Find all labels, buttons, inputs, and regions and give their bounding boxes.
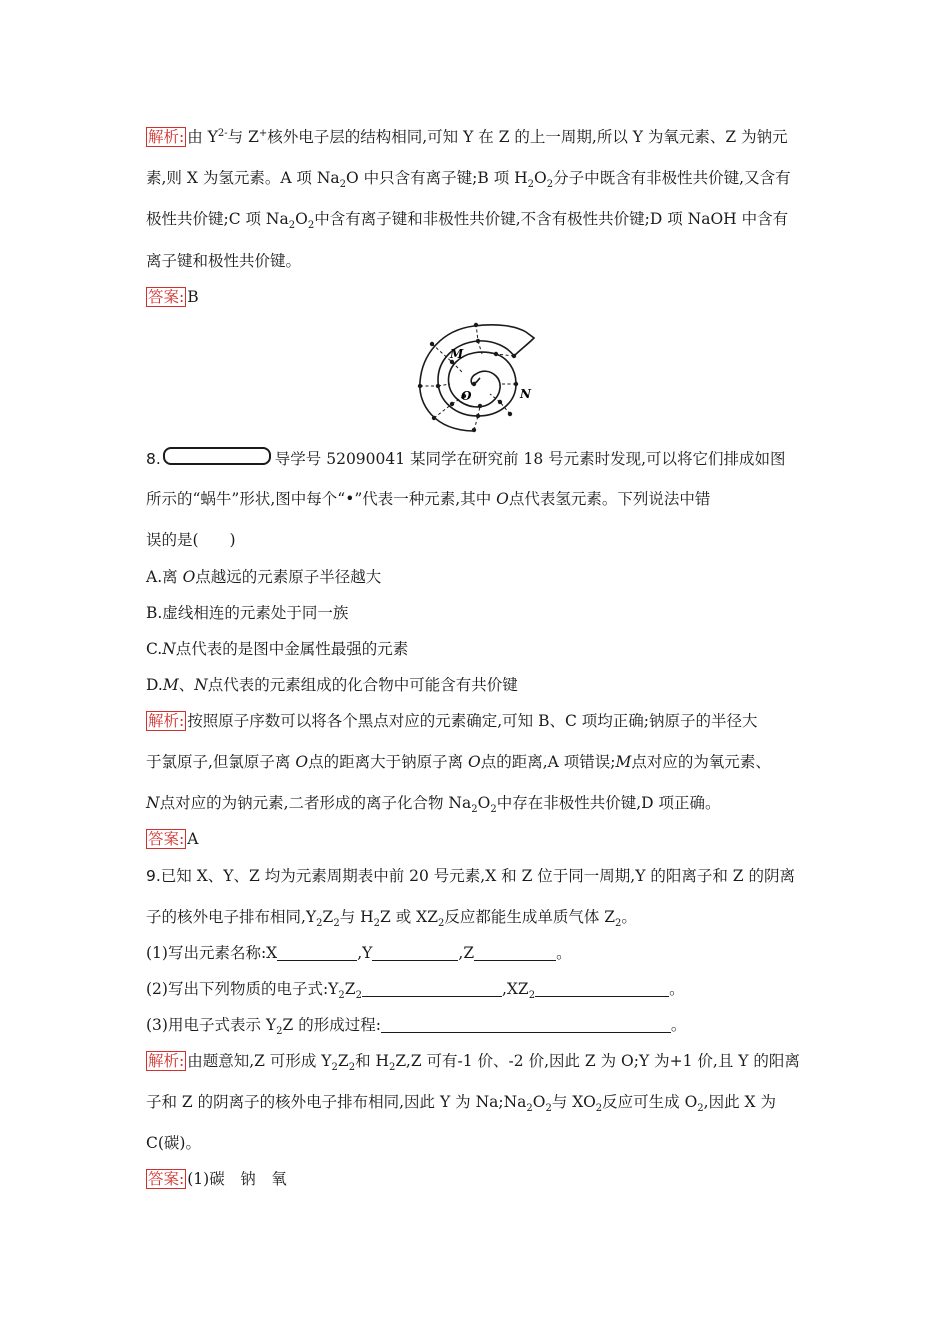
q8-option-c: C.N点代表的是图中金属性最强的元素 xyxy=(146,640,409,658)
q7-analysis-line-4: 离子键和极性共价键。 xyxy=(146,252,302,270)
q7-analysis-line-1: 解析: 由 $Y^{2-}$与 Z+核外电子层的结构相同,可知 Y 在 Z 的上一周期,所以 Y 为氧元素、Z 为钠元 xyxy=(148,127,788,146)
q9-part-3: (3)用电子式表示 $Y_2Z$ 的形成过程: 。 xyxy=(146,1016,687,1038)
q8-stem-line-2: 所示的“蜗牛”形状,图中每个“•”代表一种元素,其中 O点代表氢元素。下列说法中错 xyxy=(146,490,711,508)
answer-tag: 答案: xyxy=(148,288,185,306)
q9-part-1: (1)写出元素名称:X ,Y ,Z 。 xyxy=(146,944,572,962)
label-M: M xyxy=(450,347,464,361)
analysis-tag: 解析: xyxy=(148,1052,185,1070)
q7-analysis-line-2: 素,则 X 为氢元素。A 项 $Na_2O$ 中只含有离子键;B 项 $H_2O_2$分子中既含有非极性共价键,又含有 xyxy=(146,169,791,191)
answer-blank-x[interactable] xyxy=(277,944,357,961)
analysis-tag: 解析: xyxy=(148,128,185,146)
pill-marker xyxy=(163,447,271,465)
q8-option-b: B.虚线相连的元素处于同一族 xyxy=(146,604,349,622)
answer-blank-y2z2[interactable] xyxy=(362,980,502,997)
answer-blank-formation[interactable] xyxy=(381,1016,671,1033)
answer-blank-z[interactable] xyxy=(474,944,556,961)
q8-answer: 答案: A xyxy=(148,830,199,848)
q8-option-d: D.M、N点代表的元素组成的化合物中可能含有共价键 xyxy=(146,676,518,694)
q8-analysis-line-3: N点对应的为钠元素,二者形成的离子化合物 $Na_2O_2$中存在非极性共价键,D 项正确。 xyxy=(146,794,721,816)
q7-analysis-line-3: 极性共价键;C 项 $Na_2O_2$中含有离子键和非极性共价键,不含有极性共价键;D 项 NaOH 中含有 xyxy=(146,210,789,232)
q8-stem-line-1: 8. 导学号 52090041 某同学在研究前 18 号元素时发现,可以将它们排成如图 xyxy=(146,447,786,469)
q8-option-a: A.离 O点越远的元素原子半径越大 xyxy=(146,568,382,586)
answer-tag: 答案: xyxy=(148,1170,185,1188)
answer-tag: 答案: xyxy=(148,830,185,848)
q9-answer: 答案: (1)碳 钠 氧 xyxy=(148,1170,287,1188)
q9-analysis-line-2: 子和 Z 的阴离子的核外电子排布相同,因此 Y 为 $Na;Na_2O_2$与 $XO_2$反应可生成 $O_2$,因此 X 为 xyxy=(146,1093,776,1115)
q8-stem-line-3: 误的是( ) xyxy=(146,531,236,549)
q8-analysis-line-2: 于氯原子,但氯原子离 O点的距离大于钠原子离 O点的距离,A 项错误;M点对应的为氧元素、 xyxy=(146,753,771,771)
q9-analysis-line-1: 解析: 由题意知,Z 可形成 $Y_2Z_2$和 $H_2Z,Z$ 可有-1 价、-2 价,因此 Z 为 O;Y 为+1 价,且 Y 的阳离 xyxy=(148,1052,800,1074)
answer-blank-xz2[interactable] xyxy=(535,980,669,997)
analysis-tag: 解析: xyxy=(148,712,185,730)
answer-blank-y[interactable] xyxy=(372,944,458,961)
q9-stem-line-2: 子的核外电子排布相同$,Y_2Z_2$与 $H_2Z$ 或 $XZ_2$反应都能生成单质气体 $Z_2$。 xyxy=(146,908,637,930)
label-O: O xyxy=(461,389,472,403)
q7-answer: 答案: B xyxy=(148,288,199,306)
question-number: 9. xyxy=(146,867,161,885)
q9-analysis-line-3: C(碳)。 xyxy=(146,1134,201,1152)
q8-analysis-line-1: 解析: 按照原子序数可以将各个黑点对应的元素确定,可知 B、C 项均正确;钠原子的半径大 xyxy=(148,712,758,730)
snail-diagram xyxy=(412,318,548,442)
dashed-lines xyxy=(420,324,516,430)
q9-stem-line-1: 9.已知 X、Y、Z 均为元素周期表中前 20 号元素,X 和 Z 位于同一周期,Y 的阳离子和 Z 的阴离 xyxy=(146,867,795,885)
question-number: 8. xyxy=(146,450,161,468)
q9-part-2: (2)写出下列物质的电子式$:Y_2Z_2$ $,XZ_2$ 。 xyxy=(146,980,685,1002)
label-N: N xyxy=(520,387,531,401)
